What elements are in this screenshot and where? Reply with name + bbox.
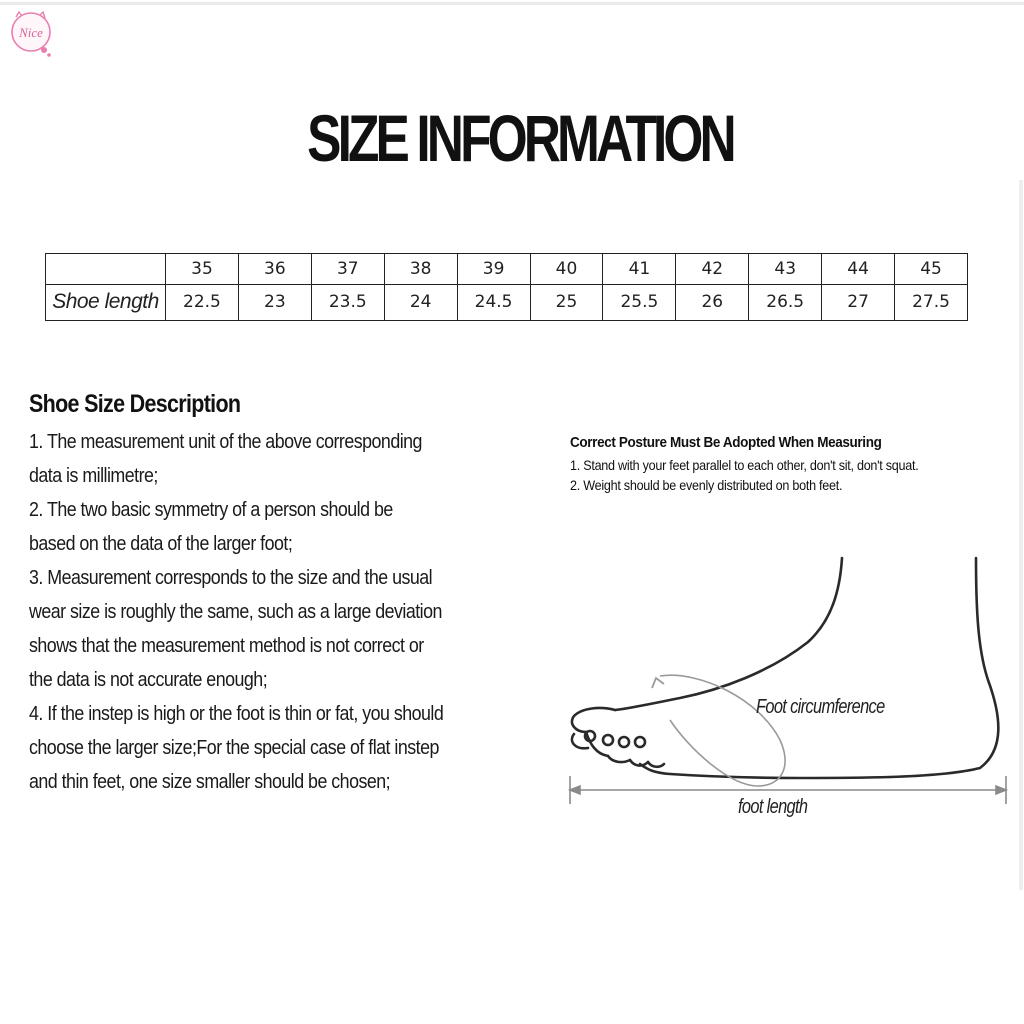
length-cell: 25.5 [603,284,676,320]
size-cell: 45 [895,254,968,285]
size-cell: 39 [457,254,530,285]
size-cell: 35 [166,254,239,285]
description-line: 1. The measurement unit of the above corresponding [29,430,422,453]
description-line: based on the data of the larger foot; [29,532,293,555]
description-line: and thin feet, one size smaller should be chosen; [29,770,391,793]
foot-measurement-diagram [560,550,1020,840]
top-border [0,2,1024,5]
length-cell: 24.5 [457,284,530,320]
length-row [46,284,968,320]
length-cell: 26 [676,284,749,320]
posture-title: Correct Posture Must Be Adopted When Measuring [570,434,882,451]
description-line: 2. The two basic symmetry of a person should be [29,498,393,521]
shoe-length-label: Shoe length [46,284,166,320]
header-empty-cell [46,254,166,285]
size-cell: 37 [311,254,384,285]
size-table [45,253,968,321]
size-description [29,390,539,799]
size-cell: 44 [822,254,895,285]
page-title: SIZE INFORMATION [307,101,733,175]
posture-line: 2. Weight should be evenly distributed on both feet. [570,477,843,493]
foot-length-label: foot length [738,796,808,818]
length-cell: 23 [238,284,311,320]
length-cell: 25 [530,284,603,320]
length-cell: 27 [822,284,895,320]
nice-logo [8,8,54,58]
logo-text: Nice [19,25,43,40]
posture-instructions [570,434,1010,493]
size-cell: 36 [238,254,311,285]
description-line: the data is not accurate enough; [29,668,268,691]
length-cell: 27.5 [895,284,968,320]
description-line: data is millimetre; [29,464,158,487]
description-line: shows that the measurement method is not correct or [29,634,424,657]
description-line: 3. Measurement corresponds to the size and the usual [29,566,433,589]
description-line: 4. If the instep is high or the foot is thin or fat, you should [29,702,444,725]
foot-circumference-label: Foot circumference [756,696,885,718]
description-line: choose the larger size;For the special case of flat instep [29,736,439,759]
size-row [46,254,968,285]
length-cell: 24 [384,284,457,320]
length-cell: 26.5 [749,284,822,320]
posture-line: 1. Stand with your feet parallel to each other, don't sit, don't squat. [570,457,919,473]
description-heading: Shoe Size Description [29,390,241,418]
description-line: wear size is roughly the same, such as a large deviation [29,600,442,623]
length-cell: 23.5 [311,284,384,320]
size-cell: 40 [530,254,603,285]
length-cell: 22.5 [166,284,239,320]
size-cell: 38 [384,254,457,285]
size-cell: 42 [676,254,749,285]
size-cell: 41 [603,254,676,285]
size-cell: 43 [749,254,822,285]
